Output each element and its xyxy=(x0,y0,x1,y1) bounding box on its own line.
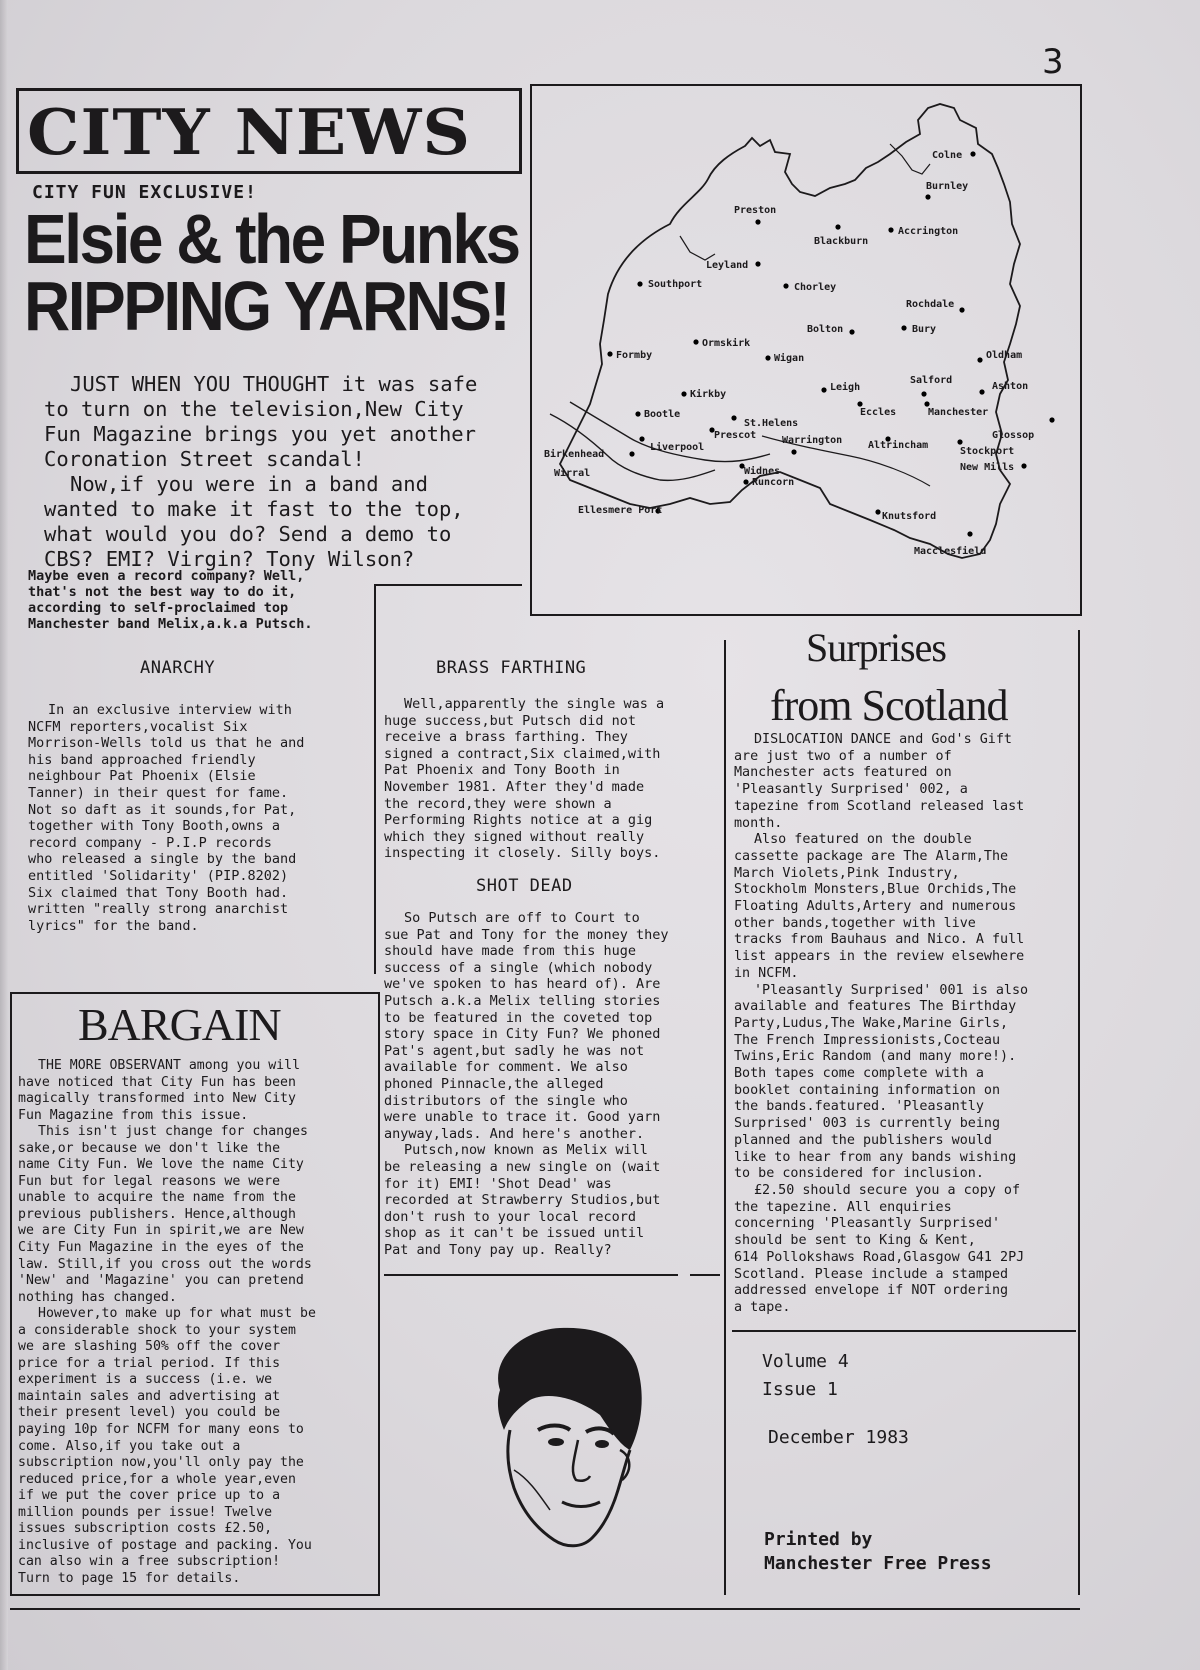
text-line: who released a single by the band xyxy=(28,851,297,868)
town-label: Ellesmere Port xyxy=(578,505,663,516)
town-label: New Mills xyxy=(960,462,1015,473)
text-line: Turn to page 15 for details. xyxy=(18,1570,241,1586)
headline-line: RIPPING YARNS! xyxy=(24,267,509,346)
town-label: Oldham xyxy=(986,350,1023,361)
text-line: million pounds per issue! Twelve xyxy=(18,1504,273,1520)
text-line: Stockholm Monsters,Blue Orchids,The xyxy=(734,882,1017,898)
text-line: THE MORE OBSERVANT among you will xyxy=(38,1058,301,1073)
rule xyxy=(690,1274,720,1276)
text-line: City Fun Magazine in the eyes of the xyxy=(18,1240,304,1256)
text-line: magically transformed into New City xyxy=(18,1091,296,1107)
text-line: Twins,Eric Random (and many more!). xyxy=(734,1049,1017,1065)
town-label: Manchester xyxy=(928,407,989,418)
intro-line: what would you do? Send a demo to xyxy=(44,522,452,546)
text-line: In an exclusive interview with xyxy=(48,702,292,718)
text-line: Pat's agent,but sadly he was not xyxy=(384,1042,645,1059)
town-label: Ashton xyxy=(992,381,1029,392)
text-line: Floating Adults,Artery and numerous xyxy=(734,899,1017,915)
issue-label: Issue 1 xyxy=(762,1379,838,1400)
text-line: previous publishers. Hence,although xyxy=(18,1206,296,1222)
text-line: Well,apparently the single was a xyxy=(404,696,665,712)
text-line: we are slashing 50% off the cover xyxy=(18,1339,281,1355)
text-line: their present level) you could be xyxy=(18,1405,281,1421)
town-label: Colne xyxy=(932,150,963,161)
text-line: to be featured in the coveted top xyxy=(384,1009,653,1026)
town-label: Stockport xyxy=(960,446,1015,457)
text-line: together with Tony Booth,owns a xyxy=(28,818,280,835)
town-label: Wirral xyxy=(554,468,591,479)
text-line: other bands,together with live xyxy=(734,915,976,931)
text-line: written "really strong anarchist xyxy=(28,901,289,918)
town-label: Kirkby xyxy=(690,389,727,400)
town-label: Widnes xyxy=(744,466,781,477)
town-label: Bury xyxy=(912,324,937,335)
text-line: Not so daft as it sounds,for Pat, xyxy=(28,801,297,818)
text-line: Manchester acts featured on xyxy=(734,765,952,781)
shot-dead-heading: SHOT DEAD xyxy=(476,876,573,896)
town-label: Ormskirk xyxy=(702,338,751,349)
intro-small-text xyxy=(28,568,368,632)
text-line: in NCFM. xyxy=(734,965,799,981)
town-label: Accrington xyxy=(898,226,959,237)
text-line: Performing Rights notice at a gig xyxy=(384,812,653,829)
text-line: his band approached friendly xyxy=(28,751,256,768)
text-line: like to hear from any bands wishing xyxy=(734,1149,1017,1165)
anarchy-heading: ANARCHY xyxy=(140,658,216,678)
text-line: lyrics" for the band. xyxy=(28,917,199,934)
text-line: addressed envelope if NOT ordering xyxy=(734,1283,1009,1299)
text-line: unable to acquire the name from the xyxy=(18,1190,296,1206)
town-label: Runcorn xyxy=(752,477,795,488)
text-line: Surprised' 003 is currently being xyxy=(734,1116,1001,1132)
town-label: Bolton xyxy=(807,324,844,335)
text-line: However,to make up for what must be xyxy=(38,1306,316,1322)
text-line: tapezine from Scotland released last xyxy=(734,798,1025,814)
text-line: 614 Pollokshaws Road,Glasgow G41 2PJ xyxy=(734,1249,1025,1265)
text-line: sake,or because we don't like the xyxy=(18,1140,281,1156)
text-line: we've spoken to has heard of). Are xyxy=(384,976,661,993)
text-line: So Putsch are off to Court to xyxy=(404,910,640,926)
rule xyxy=(374,584,522,586)
text-line: booklet containing information on xyxy=(734,1082,1001,1098)
text-line: Putsch a.k.a Melix telling stories xyxy=(384,992,661,1009)
text-line: price for a trial period. If this xyxy=(18,1355,281,1371)
text-line: a tape. xyxy=(734,1299,791,1315)
text-line: law. Still,if you cross out the words xyxy=(18,1256,312,1272)
text-line: planned and the publishers would xyxy=(734,1132,992,1148)
scotland-heading-line1: Surprises xyxy=(806,625,946,670)
text-line: inspecting it closely. Silly boys. xyxy=(384,845,661,862)
town-label: Warrington xyxy=(782,435,843,446)
town-markers xyxy=(544,150,1055,557)
kicker: CITY FUN EXCLUSIVE! xyxy=(32,182,257,203)
text-line: Party,Ludus,The Wake,Marine Girls, xyxy=(734,1015,1009,1031)
text-line: entitled 'Solidarity' (PIP.8202) xyxy=(28,867,289,884)
text-line: receive a brass farthing. They xyxy=(384,729,628,746)
text-line: Pat and Tony pay up. Really? xyxy=(384,1241,612,1258)
anarchy-text xyxy=(28,702,368,934)
text-line: maintain sales and advertising at xyxy=(18,1388,281,1404)
town-label: Bootle xyxy=(644,409,681,420)
text-line: available and features The Birthday xyxy=(734,999,1017,1015)
printer-line2: Manchester Free Press xyxy=(764,1553,992,1574)
text-line: Both tapes come complete with a xyxy=(734,1066,984,1082)
text-line: sue Pat and Tony for the money they xyxy=(384,926,669,943)
text-line: experiment is a success (i.e. we xyxy=(18,1372,273,1388)
town-label: Wigan xyxy=(774,353,805,364)
intro-line: Fun Magazine brings you yet another xyxy=(44,422,476,446)
text-line: list appears in the review elsewhere xyxy=(734,949,1025,965)
town-label: Leigh xyxy=(830,382,861,393)
town-label: Altrincham xyxy=(868,440,929,451)
text-line: available for comment. We also xyxy=(384,1059,628,1076)
headline-line: Elsie & the Punks xyxy=(24,200,519,279)
page-number: 3 xyxy=(1042,42,1064,82)
town-label: Burnley xyxy=(926,181,969,192)
text-line: This isn't just change for changes xyxy=(38,1124,308,1140)
text-line: NCFM reporters,vocalist Six xyxy=(28,718,248,735)
text-line: Fun Magazine from this issue. xyxy=(18,1107,249,1123)
text-line: have noticed that City Fun has been xyxy=(18,1074,296,1090)
text-line: subscription now,you'll only pay the xyxy=(18,1455,304,1471)
greater-manchester-map xyxy=(530,84,1082,616)
text-line: which they signed without really xyxy=(384,828,645,845)
masthead-title: CITY NEWS xyxy=(27,95,472,170)
text-line: November 1981. After they'd made xyxy=(384,778,645,795)
headline xyxy=(24,200,524,346)
town-label: Chorley xyxy=(794,282,837,293)
intro-line: JUST WHEN YOU THOUGHT it was safe xyxy=(70,372,478,396)
bargain-heading: BARGAIN xyxy=(78,999,281,1050)
text-line: were unable to trace it. Good yarn xyxy=(384,1109,661,1126)
text-line: shop as it can't be issued until xyxy=(384,1225,645,1242)
town-label: Leyland xyxy=(706,260,749,271)
intro-line: Now,if you were in a band and xyxy=(70,472,428,496)
text-line: paying 10p for NCFM for many eons to xyxy=(18,1422,304,1438)
town-label: Southport xyxy=(648,279,703,290)
text-line: neighbour Pat Phoenix (Elsie xyxy=(28,768,256,785)
town-label: Salford xyxy=(910,375,953,386)
portrait-illustration xyxy=(470,1320,660,1550)
text-line: month. xyxy=(734,815,783,831)
text-line: the bands.featured. 'Pleasantly xyxy=(734,1099,984,1115)
text-line: success of a single (which nobody xyxy=(384,959,653,976)
intro-line: wanted to make it fast to the top, xyxy=(44,497,464,521)
volume-label: Volume 4 xyxy=(762,1351,849,1372)
town-label: Knutsford xyxy=(882,511,937,522)
town-label: Macclesfield xyxy=(914,546,987,557)
text-line: Pat Phoenix and Tony Booth in xyxy=(384,762,620,779)
text-line: the tapezine. All enquiries xyxy=(734,1199,952,1215)
text-line: nothing has changed. xyxy=(18,1289,177,1305)
text-line: The French Impressionists,Cocteau xyxy=(734,1032,1001,1048)
town-label: Birkenhead xyxy=(544,449,605,460)
text-line: signed a contract,Six claimed,with xyxy=(384,745,661,762)
brass-farthing-text xyxy=(384,696,720,862)
text-line: DISLOCATION DANCE and God's Gift xyxy=(754,732,1012,747)
intro-line: Coronation Street scandal! xyxy=(44,447,365,471)
text-line: if we put the cover price up to a xyxy=(18,1488,281,1504)
column-rule xyxy=(374,584,376,974)
text-line: 'Pleasantly Surprised' 001 is also xyxy=(754,982,1029,998)
text-line: we are City Fun in spirit,we are New xyxy=(18,1223,304,1239)
intro-small-line: according to self-proclaimed top xyxy=(28,600,289,616)
text-line: Six claimed that Tony Booth had. xyxy=(28,884,289,901)
printer-line1: Printed by xyxy=(764,1529,873,1550)
text-line: reduced price,for a whole year,even xyxy=(18,1471,296,1487)
town-label: Preston xyxy=(734,205,777,216)
text-line: 'Pleasantly Surprised' 002, a xyxy=(734,782,968,798)
text-line: Tanner) in their quest for fame. xyxy=(28,784,289,801)
text-line: March Violets,Pink Industry, xyxy=(734,865,960,881)
text-line: phoned Pinnacle,the alleged xyxy=(384,1075,604,1092)
text-line: be releasing a new single on (wait xyxy=(384,1158,661,1175)
date-label: December 1983 xyxy=(768,1427,909,1448)
rule xyxy=(384,1274,678,1276)
masthead-box xyxy=(16,88,522,174)
text-line: come. Also,if you take out a xyxy=(18,1438,241,1454)
text-line: Putsch,now known as Melix will xyxy=(404,1142,648,1159)
town-label: Rochdale xyxy=(906,299,955,310)
text-line: 'New' and 'Magazine' you can pretend xyxy=(18,1273,304,1289)
town-label: Liverpool xyxy=(650,442,705,453)
text-line: should have made from this huge xyxy=(384,943,636,960)
text-line: anyway,lads. And here's another. xyxy=(384,1125,645,1142)
town-label: St.Helens xyxy=(744,418,799,429)
text-line: Morrison-Wells told us that he and xyxy=(28,735,305,752)
text-line: don't rush to your local record xyxy=(384,1208,636,1225)
town-label: Prescot xyxy=(714,430,757,441)
rule xyxy=(732,1330,1076,1332)
text-line: to be considered for inclusion. xyxy=(734,1166,984,1182)
column-rule xyxy=(724,640,726,1595)
bottom-rule xyxy=(10,1608,1080,1610)
intro-paragraph xyxy=(44,372,514,572)
text-line: concerning 'Pleasantly Surprised' xyxy=(734,1216,1001,1232)
town-label: Eccles xyxy=(860,407,897,418)
brass-farthing-heading: BRASS FARTHING xyxy=(436,658,587,678)
bargain-text xyxy=(18,1058,374,1588)
intro-small-line: that's not the best way to do it, xyxy=(28,584,297,600)
town-label: Formby xyxy=(616,350,653,361)
text-line: a considerable shock to your system xyxy=(18,1322,296,1338)
text-line: record company - P.I.P records xyxy=(28,834,272,851)
scotland-heading-line2: from Scotland xyxy=(770,681,1008,730)
text-line: cassette package are The Alarm,The xyxy=(734,848,1009,864)
text-line: inclusive of postage and packing. You xyxy=(18,1537,312,1553)
text-line: tracks from Bauhaus and Nico. A full xyxy=(734,932,1025,948)
text-line: recorded at Strawberry Studios,but xyxy=(384,1192,661,1209)
text-line: can also win a free subscription! xyxy=(18,1554,281,1570)
text-line: issues subscription costs £2.50, xyxy=(18,1521,273,1537)
text-line: distributors of the single who xyxy=(384,1092,628,1109)
page-edge-shadow xyxy=(0,0,8,1670)
scotland-text xyxy=(734,732,1080,1317)
text-line: £2.50 should secure you a copy of xyxy=(754,1182,1021,1198)
text-line: are just two of a number of xyxy=(734,748,952,764)
text-line: Scotland. Please include a stamped xyxy=(734,1266,1009,1282)
text-line: for it) EMI! 'Shot Dead' was xyxy=(384,1175,612,1192)
town-label: Glossop xyxy=(992,430,1035,441)
intro-line: CBS? EMI? Virgin? Tony Wilson? xyxy=(44,547,415,571)
text-line: the record,they were shown a xyxy=(384,795,612,812)
text-line: story space in City Fun? We phoned xyxy=(384,1026,661,1043)
town-label: Blackburn xyxy=(814,236,869,247)
text-line: should be sent to King & Kent, xyxy=(734,1233,976,1249)
text-line: name City Fun. We love the name City xyxy=(18,1157,304,1173)
intro-small-line: Manchester band Melix,a.k.a Putsch. xyxy=(28,616,313,632)
intro-small-line: Maybe even a record company? Well, xyxy=(28,568,305,584)
text-line: Fun but for legal reasons we were xyxy=(18,1173,281,1189)
text-line: huge success,but Putsch did not xyxy=(384,712,636,729)
intro-line: to turn on the television,New City xyxy=(44,397,464,421)
shot-dead-text xyxy=(384,910,720,1258)
text-line: Also featured on the double xyxy=(754,832,972,848)
